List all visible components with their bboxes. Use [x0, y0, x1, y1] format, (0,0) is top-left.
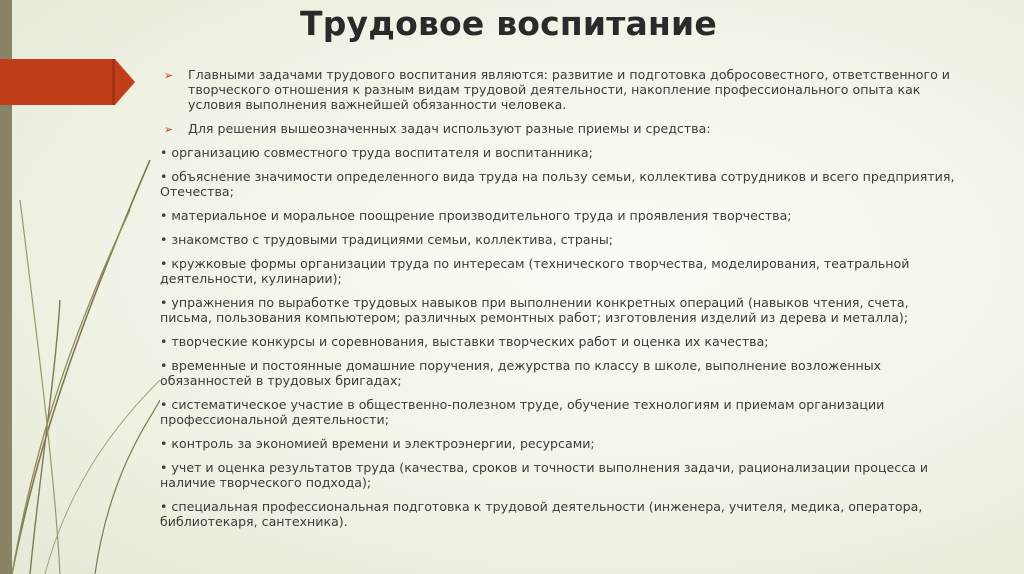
list-item: • творческие конкурсы и соревнования, выставки творческих работ и оценка их качества;	[160, 334, 769, 349]
list-item: • учет и оценка результатов труда (качества, сроков и точности выполнения задачи, рационализации процесса и наличие творческого подхода);	[160, 460, 929, 490]
intro-paragraph-1	[160, 67, 960, 112]
intro-text: Для решения вышеозначенных задач используют разные приемы и средства:	[188, 121, 711, 136]
arrow-bullet-icon: ➢	[164, 69, 174, 82]
list-item: • систематическое участие в общественно-полезном труде, обучение технологиям и приемам организации профессиональной деятельности;	[160, 397, 885, 427]
list-item: • объяснение значимости определенного вида труда на пользу семьи, коллектива сотрудников и всего предприятия, Отечества;	[160, 169, 955, 199]
list-item: • специальная профессиональная подготовка к трудовой деятельности (инженера, учителя, медика, оператора, библиотекаря, сантехника).	[160, 499, 923, 529]
list-item: • организацию совместного труда воспитателя и воспитанника;	[160, 145, 593, 160]
arrow-bullet-icon: ➢	[164, 123, 174, 136]
red-title-banner	[0, 59, 135, 105]
list-item: • контроль за экономией времени и электроэнергии, ресурсами;	[160, 436, 595, 451]
list-item: • кружковые формы организации труда по интересам (технического творчества, моделирования, театральной деятельности, кулинарии);	[160, 256, 910, 286]
list-item: • материальное и моральное поощрение производительного труда и проявления творчества;	[160, 208, 792, 223]
slide-content	[160, 67, 960, 538]
list-item: • знакомство с трудовыми традициями семьи, коллектива, страны;	[160, 232, 614, 247]
list-item: • временные и постоянные домашние поручения, дежурства по классу в школе, выполнение возложенных обязанностей в трудовых бригадах;	[160, 358, 882, 388]
intro-paragraph-2	[160, 121, 960, 136]
intro-text: Главными задачами трудового воспитания являются: развитие и подготовка добросовестного, ответственного и творческого отношения к разным видам трудовой деятельности, накопление профессионального опыта как условия выполнения важнейшей обязанности человека.	[188, 67, 950, 112]
list-item: • упражнения по выработке трудовых навыков при выполнении конкретных операций (навыков чтения, счета, письма, пользования компьютером; различных ремонтных работ; изготовления изделий из дерева и металла);	[160, 295, 909, 325]
slide-title: Трудовое воспитание	[300, 4, 717, 43]
